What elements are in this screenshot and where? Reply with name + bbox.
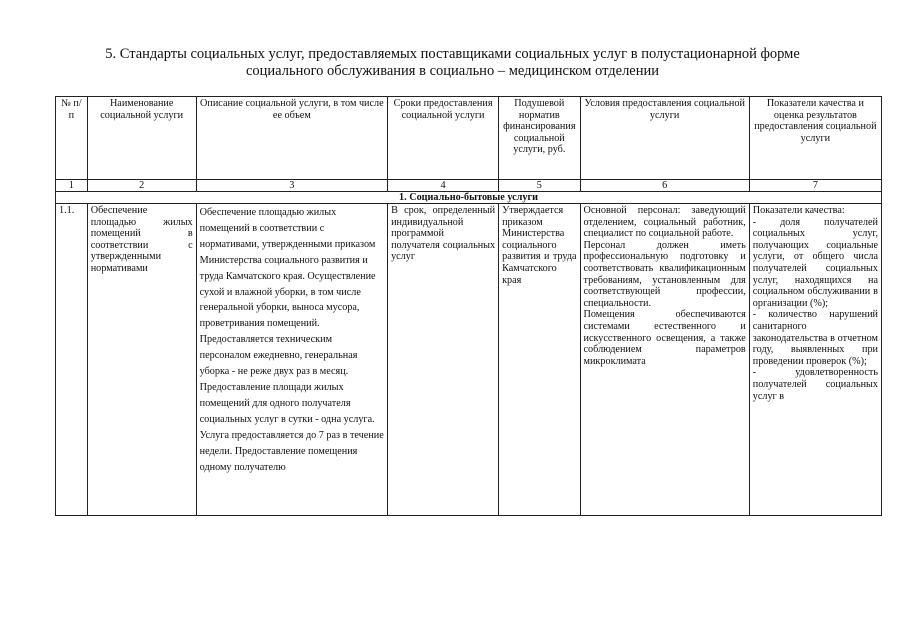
header-description: Описание социальной услуги, в том числе ее объем: [196, 97, 387, 180]
column-number: 3: [196, 180, 387, 192]
column-number: 5: [499, 180, 580, 192]
standards-table: [55, 96, 882, 516]
quality-paragraph: - количество нарушений санитарного законодательства в отчетном году, выявленных при проведении проверок (%);: [752, 309, 878, 367]
column-number: 4: [388, 180, 499, 192]
row-description: Обеспечение площадью жилых помещений в соответствии с нормативами, утвержденными приказом Министерства социального развития и труда Камчатского края. Осуществление сухой и влажной уборки, в том числе генеральной уборки, выноса мусора, проветривания помещений. Предоставляется техническим персоналом ежедневно, генеральная уборка - не реже двух раз в месяц. Предоставление площади жилых помещений для одного получателя социальных услуг в сутки - одна услуга. Услуга предоставляется до 7 раз в течение недели. Предоставление помещения одному получателю: [196, 204, 387, 516]
header-terms: Сроки предоставления социальной услуги: [388, 97, 499, 180]
title-line-2: социального обслуживания в социально – медицинском отделении: [245, 63, 660, 79]
quality-paragraph: - доля получателей социальных услуг, получающих социальные услуги, от общего числа получателей социальных услуг, находящихся на социальном обслуживании в организации (%);: [752, 216, 878, 309]
header-quality: Показатели качества и оценка результатов предоставления социальной услуги: [749, 97, 881, 180]
header-norm: Подушевой норматив финансирования социальной услуги, руб.: [499, 97, 580, 180]
column-number: 6: [580, 180, 749, 192]
quality-paragraph: - удовлетворенность получателей социальных услуг в: [752, 367, 878, 402]
row-norm: Утверждается приказом Министерства социального развития и труда Камчатского края: [499, 204, 580, 516]
column-number: 2: [87, 180, 196, 192]
quality-heading: Показатели качества:: [752, 205, 845, 216]
row-conditions: [580, 204, 749, 516]
conditions-paragraph: Персонал должен иметь профессиональную подготовку и соответствовать квалификационным требованиям, установленным для соответствующей профессии, специальности.: [583, 239, 746, 309]
column-number: 7: [749, 180, 881, 192]
row-service-name: Обеспечение площадью жилых помещений в соответствии с утвержденными нормативами: [87, 204, 196, 516]
title-line-1: 5. Стандарты социальных услуг, предоставляемых поставщиками социальных услуг в полустационарной форме: [105, 46, 800, 62]
document-title: [40, 46, 865, 80]
section-title: 1. Социально-бытовые услуги: [56, 192, 882, 204]
column-number-row: [56, 180, 882, 192]
conditions-paragraph: Основной персонал: заведующий отделением, социальный работник, специалист по социальной работе.: [583, 205, 746, 240]
conditions-paragraph: Помещения обеспечиваются системами естественного и искусственного освещения, а также соблюдением параметров микроклимата: [583, 309, 746, 367]
section-row: [56, 192, 882, 204]
table-header-row: [56, 97, 882, 180]
header-service-name: Наименование социальной услуги: [87, 97, 196, 180]
row-number: 1.1.: [56, 204, 88, 516]
column-number: 1: [56, 180, 88, 192]
table-row: [56, 204, 882, 516]
header-conditions: Условия предоставления социальной услуги: [580, 97, 749, 180]
row-quality: [749, 204, 881, 516]
row-terms: В срок, определенный индивидуальной программой получателя социальных услуг: [388, 204, 499, 516]
header-number: № п/п: [56, 97, 88, 180]
